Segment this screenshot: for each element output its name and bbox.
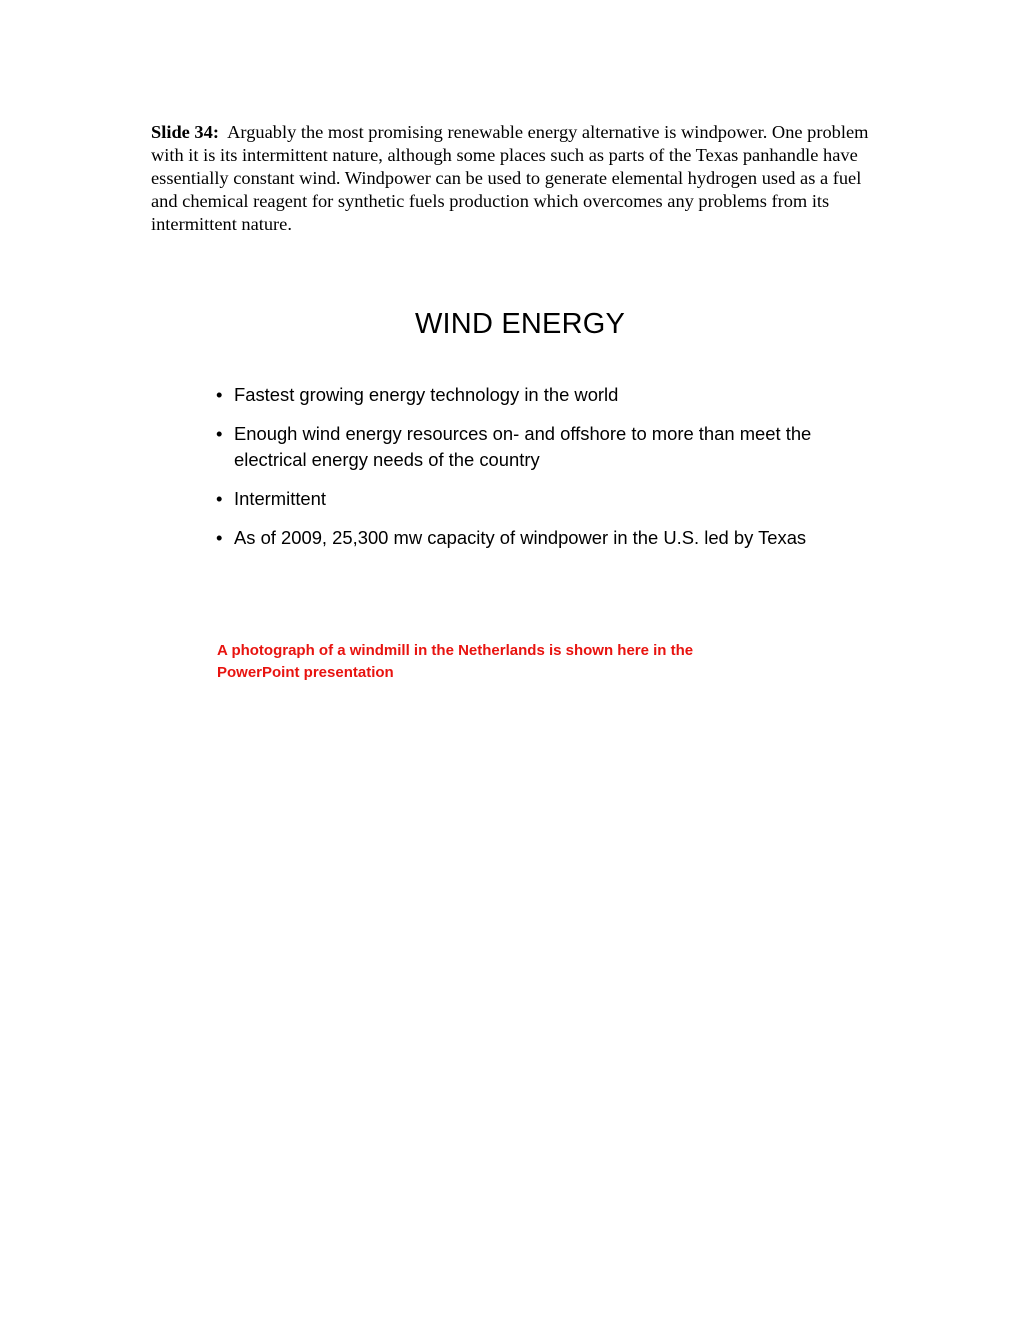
slide-number-label: Slide 34: xyxy=(151,122,219,142)
bullet-item xyxy=(216,486,836,512)
bullet-text: Fastest growing energy technology in the world xyxy=(234,384,619,405)
notes-text: Arguably the most promising renewable energy alternative is windpower. One problem with it is its intermittent nature, although some places such as parts of the Texas panhandle have essentially constant wind. Windpower can be used to generate elemental hydrogen used as a fuel and chemical reagent for synthetic fuels production which overcomes any problems from its intermittent nature. xyxy=(151,122,869,235)
bullet-list xyxy=(216,382,836,564)
bullet-text: Enough wind energy resources on- and offshore to more than meet the electrical energy needs of the country xyxy=(234,423,812,470)
bullet-icon: • xyxy=(216,527,223,548)
slide-title: WIND ENERGY xyxy=(414,308,626,340)
image-placeholder-caption: A photograph of a windmill in the Netherlands is shown here in the PowerPoint presentation xyxy=(217,642,694,681)
bullet-item xyxy=(216,382,836,408)
bullet-item xyxy=(216,421,836,473)
bullet-icon: • xyxy=(216,423,223,444)
speaker-notes xyxy=(151,121,881,236)
bullet-text: Intermittent xyxy=(234,488,326,509)
bullet-icon: • xyxy=(216,384,223,405)
bullet-icon: • xyxy=(216,488,223,509)
bullet-item xyxy=(216,525,836,551)
bullet-text: As of 2009, 25,300 mw capacity of windpower in the U.S. led by Texas xyxy=(234,527,807,548)
